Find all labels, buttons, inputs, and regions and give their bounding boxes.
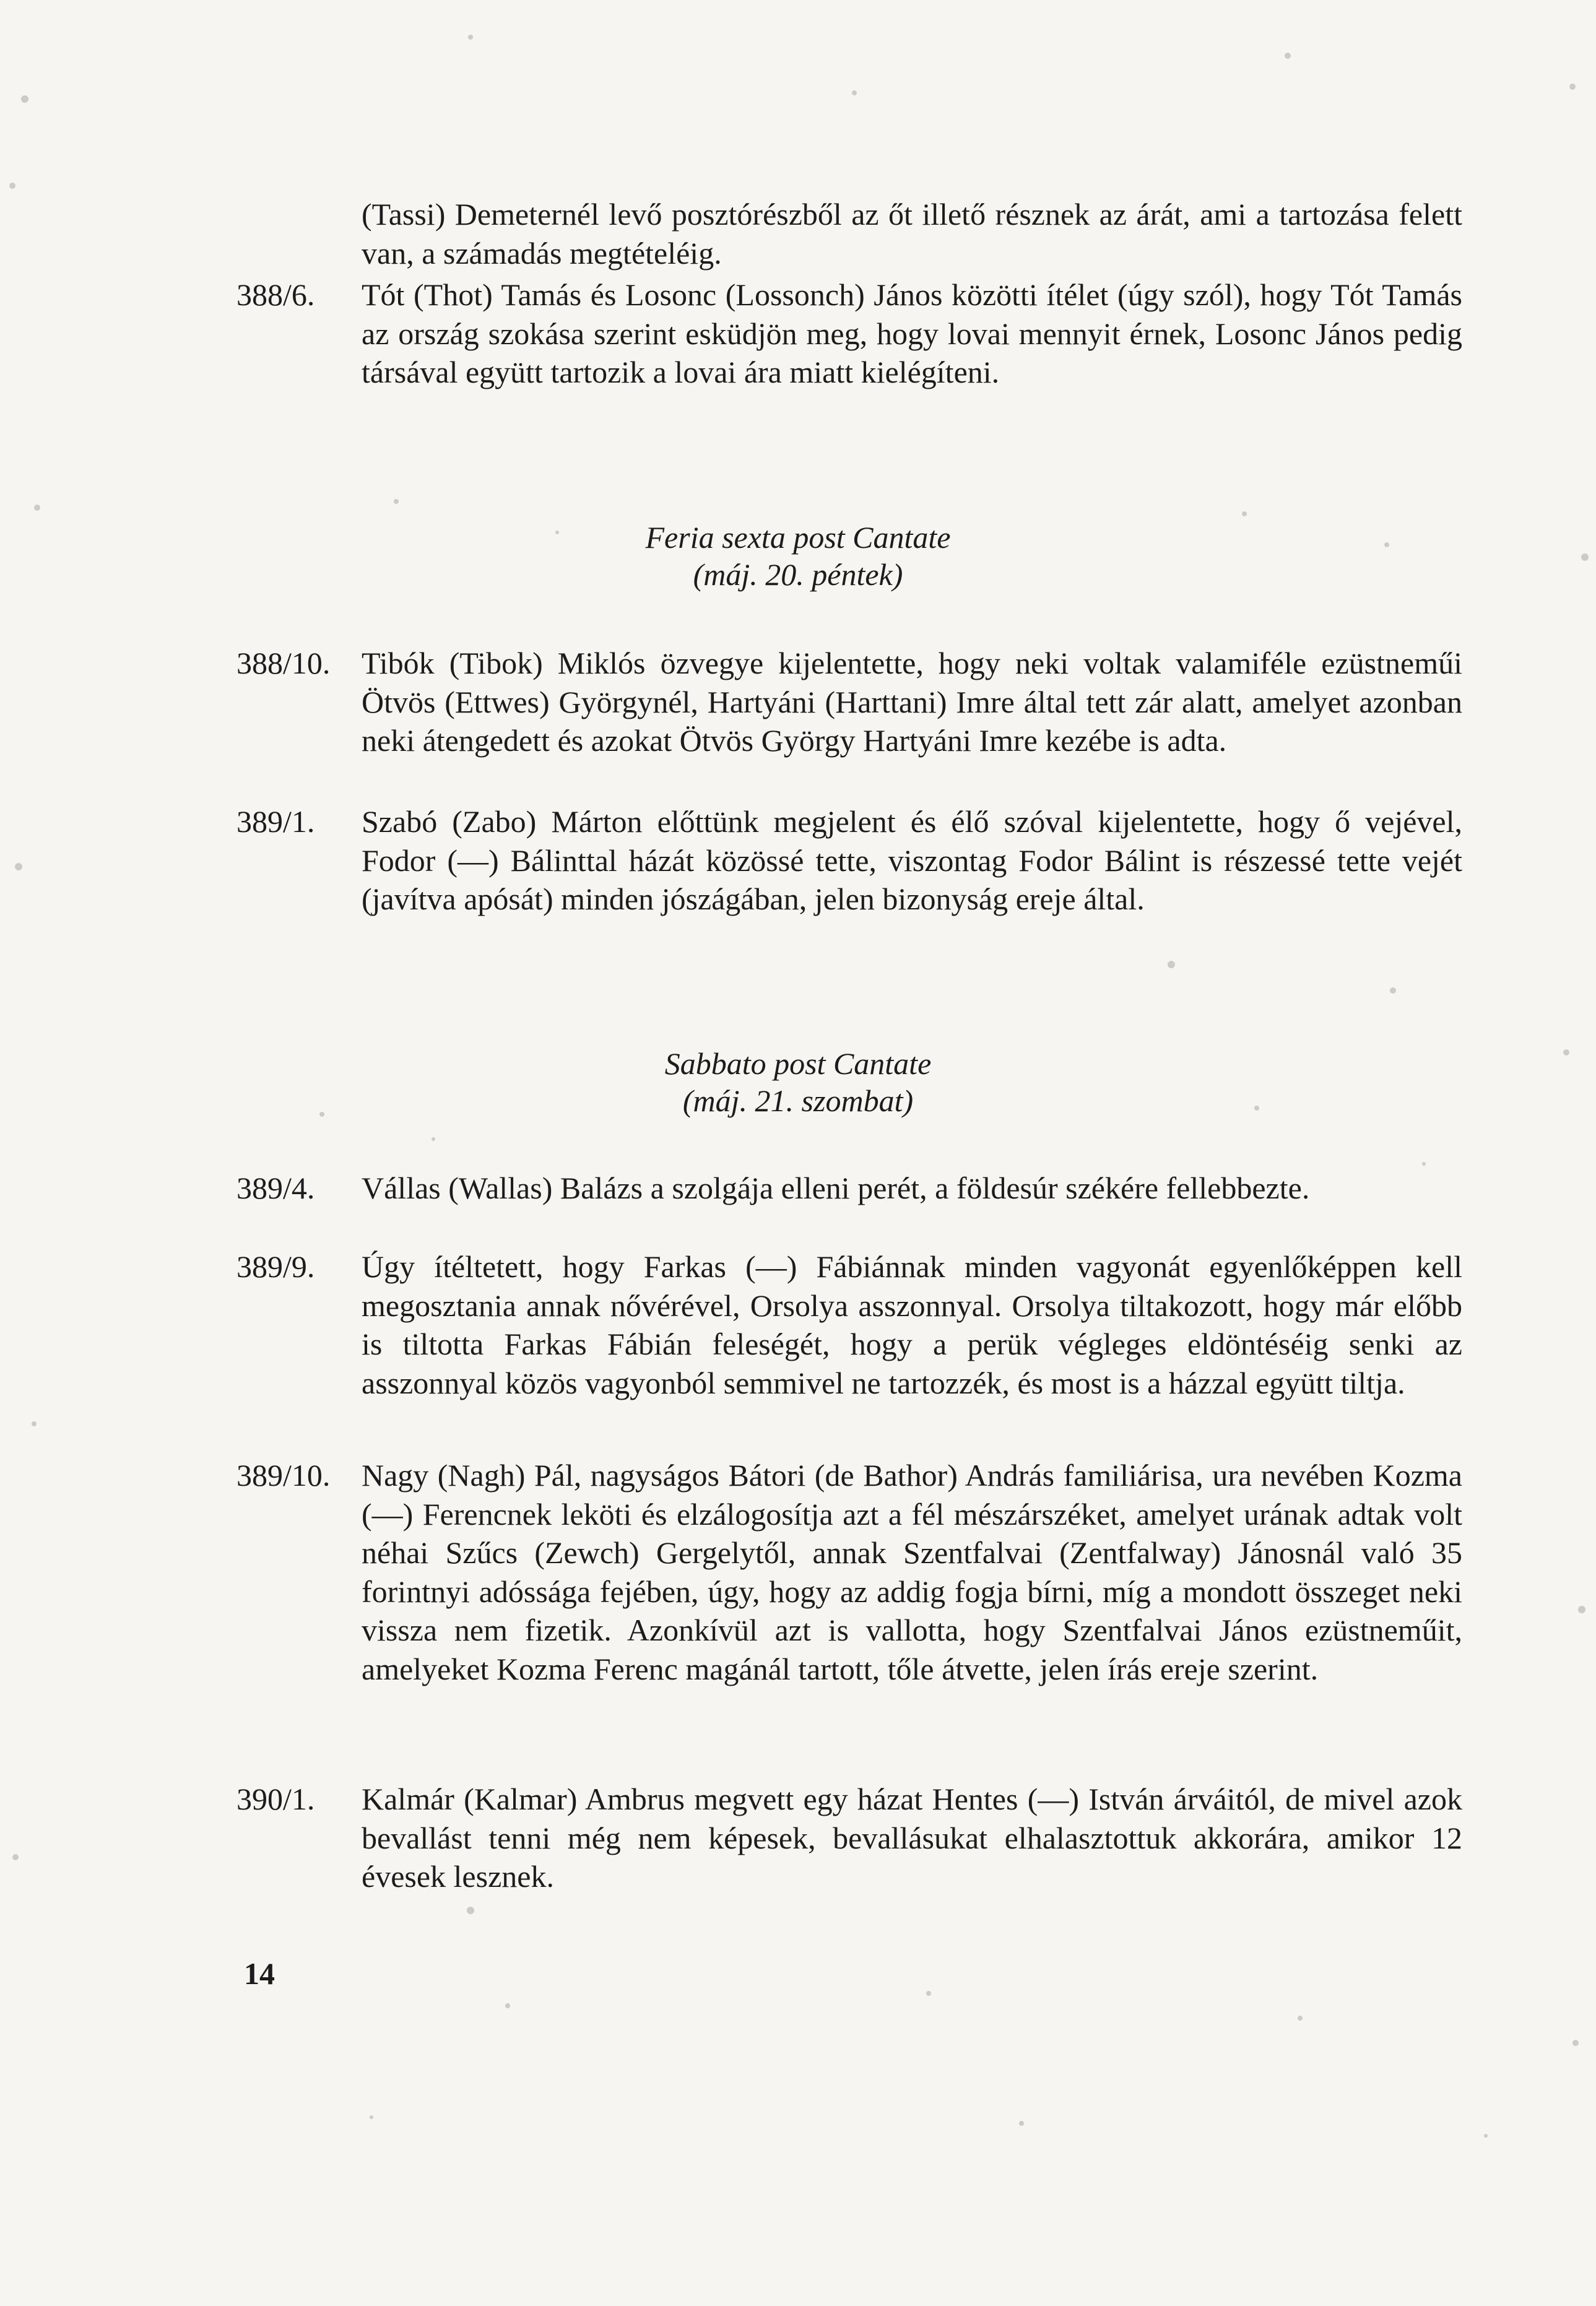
entry-number: 389/9. [236,1249,315,1284]
entry-text: Kalmár (Kalmar) Ambrus megvett egy házat Hentes (—) István árváitól, de mivel azok bevallást tenni még nem képesek, bevallásukat elhalasztottuk akkorára, amikor 12 évesek lesznek. [362,1782,1462,1894]
entry-389-4 [236,1169,1462,1208]
entry-text: Nagy (Nagh) Pál, nagyságos Bátori (de Bathor) András familiárisa, ura nevében Kozma (—) Ferencnek leköti és elzálogosítja azt a fél mészárszéket, amelyet urának adtak volt néhai Szűcs (Zewch) Gergelytől, annak Szentfalvai (Zentfalway) Jánosnál való 35 forintnyi adóssága fejében, úgy, hogy az addig fogja bírni, míg a mondott összeget neki vissza nem fizetik. Azonkívül azt is vallotta, hogy Szentfalvai János ezüstneműit, amelyeket Kozma Ferenc magánál tartott, tőle átvette, jelen írás ereje szerint. [362,1458,1462,1686]
entry-389-9 [236,1247,1462,1402]
entry-number: 389/4. [236,1171,315,1205]
entry-text: Tibók (Tibok) Miklós özvegye kijelentette, hogy neki voltak valamiféle ezüstneműi Ötvös (Ettwes) Györgynél, Hartyáni (Harttani) Imre által tett zár alatt, amelyet azonban neki átengedett és azokat Ötvös György Hartyáni Imre kezébe is adta. [362,646,1462,758]
section-heading-sabbato [0,1045,1596,1119]
entry-number: 389/1. [236,804,315,839]
entry-text: (Tassi) Demeternél levő posztórészből az őt illető résznek az árát, ami a tartozása felett van, a számadás megtételéig. [362,197,1462,271]
entry-text: Tót (Thot) Tamás és Losonc (Lossonch) János közötti ítélet (úgy szól), hogy Tót Tamás az ország szokása szerint esküdjön meg, hogy lovai mennyit érnek, Losonc János pedig társával együtt tartozik a lovai ára miatt kielégíteni. [362,277,1462,389]
entry-number: 389/10. [236,1458,331,1493]
heading-title: Sabbato post Cantate [664,1046,932,1081]
heading-title: Feria sexta post Cantate [645,520,951,555]
entry-text: Vállas (Wallas) Balázs a szolgája elleni perét, a földesúr székére fellebbezte. [362,1171,1310,1205]
entry-389-10 [236,1456,1462,1688]
entry-389-1 [236,802,1462,919]
entry-continuation [236,195,1462,272]
page-number: 14 [244,1956,275,1991]
entry-text: Szabó (Zabo) Márton előttünk megjelent és élő szóval kijelentette, hogy ő vejével, Fodor (—) Bálinttal házát közössé tette, viszontag Fodor Bálint is részessé tette vejét (javítva apósát) minden jószágában, jelen bizonyság ereje által. [362,804,1462,916]
entry-388-6 [236,275,1462,392]
entry-number: 388/10. [236,646,331,680]
entry-number: 390/1. [236,1782,315,1816]
heading-date: (máj. 20. péntek) [693,557,903,592]
entry-number: 388/6. [236,277,315,312]
entry-390-1 [236,1780,1462,1896]
entry-388-10 [236,644,1462,760]
entry-text: Úgy ítéltetett, hogy Farkas (—) Fábiánnak minden vagyonát egyenlőképpen kell megosztania annak nővérével, Orsolya asszonnyal. Orsolya tiltakozott, hogy már előbb is tiltotta Farkas Fábián feleségét, hogy a perük végleges eldöntéséig senki az asszonnyal közös vagyonból semmivel ne tartozzék, és most is a házzal együtt tiltja. [362,1249,1462,1400]
heading-date: (máj. 21. szombat) [682,1083,914,1118]
section-heading-feria [0,519,1596,593]
